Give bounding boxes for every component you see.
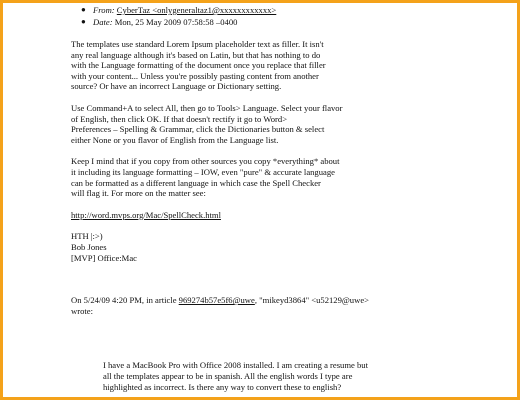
text-line: with your content... Unless you're possibly pasting content from another bbox=[71, 70, 319, 81]
from-value[interactable]: CyberTaz <onlygeneraltaz1@xxxxxxxxxxxx> bbox=[116, 5, 277, 15]
text-line: Preferences – Spelling & Grammar, click the Dictionaries button & select bbox=[71, 124, 325, 135]
reply-prefix: On 5/24/09 4:20 PM, in article bbox=[71, 295, 179, 306]
reply-attribution bbox=[71, 295, 511, 306]
date-header bbox=[71, 17, 511, 29]
text-line: Use Command+A to select All, then go to Tools> Language. Select your flavor bbox=[71, 102, 343, 113]
text-line: either None or you flavor of English from the Language list. bbox=[71, 134, 279, 145]
text-line: source? Or have an incorrect Language or Dictionary setting. bbox=[71, 81, 282, 92]
quote-line: all the templates appear to be in spanish. All the english words I type are bbox=[103, 371, 353, 381]
quoted-message bbox=[103, 360, 403, 393]
signature-line: [MVP] Office:Mac bbox=[71, 252, 137, 263]
quote-line: highlighted as incorrect. Is there any way to convert these to english? bbox=[103, 382, 342, 392]
text-line: any real language although it's based on Latin, but that has nothing to do bbox=[71, 49, 321, 60]
signature-line: Bob Jones bbox=[71, 241, 107, 252]
reply-wrote: wrote: bbox=[71, 305, 93, 316]
text-line: The templates use standard Lorem Ipsum placeholder text as filler. It isn't bbox=[71, 39, 324, 49]
bullet-icon: ● bbox=[81, 5, 86, 14]
text-line: can be formatted as a different language in which case the Spell Checker bbox=[71, 177, 321, 188]
date-label: Date: bbox=[93, 17, 113, 27]
paragraph-2 bbox=[71, 103, 511, 145]
from-label: From: bbox=[93, 5, 115, 15]
text-line: will flag it. For more on the matter see: bbox=[71, 188, 206, 199]
spellcheck-link[interactable]: http://word.mvps.org/Mac/SpellCheck.html bbox=[71, 209, 221, 220]
text-line: it including its language formatting – IOW, even "pure" & accurate language bbox=[71, 166, 335, 177]
text-line: with the Language formatting of the document once you replace that filler bbox=[71, 60, 326, 71]
signature bbox=[71, 231, 511, 263]
quote-line: I have a MacBook Pro with Office 2008 installed. I am creating a resume but bbox=[103, 360, 368, 370]
date-value: Mon, 25 May 2009 07:58:58 –0400 bbox=[114, 17, 238, 27]
message-body bbox=[71, 5, 511, 316]
text-line: Keep I mind that if you copy from other sources you copy *everything* about bbox=[71, 156, 340, 167]
paragraph-1 bbox=[71, 39, 511, 92]
from-header bbox=[71, 5, 511, 17]
paragraph-3 bbox=[71, 156, 511, 198]
bullet-icon: ● bbox=[81, 17, 86, 26]
signature-line: HTH |:>) bbox=[71, 231, 103, 242]
text-line: of English, then click OK. If that doesn't rectify it go to Word> bbox=[71, 113, 288, 124]
reply-suffix: , "mikeyd3864" <u52129@uwe> bbox=[254, 295, 369, 306]
reply-article-link[interactable]: 969274b57e5f6@uwe bbox=[178, 295, 255, 306]
